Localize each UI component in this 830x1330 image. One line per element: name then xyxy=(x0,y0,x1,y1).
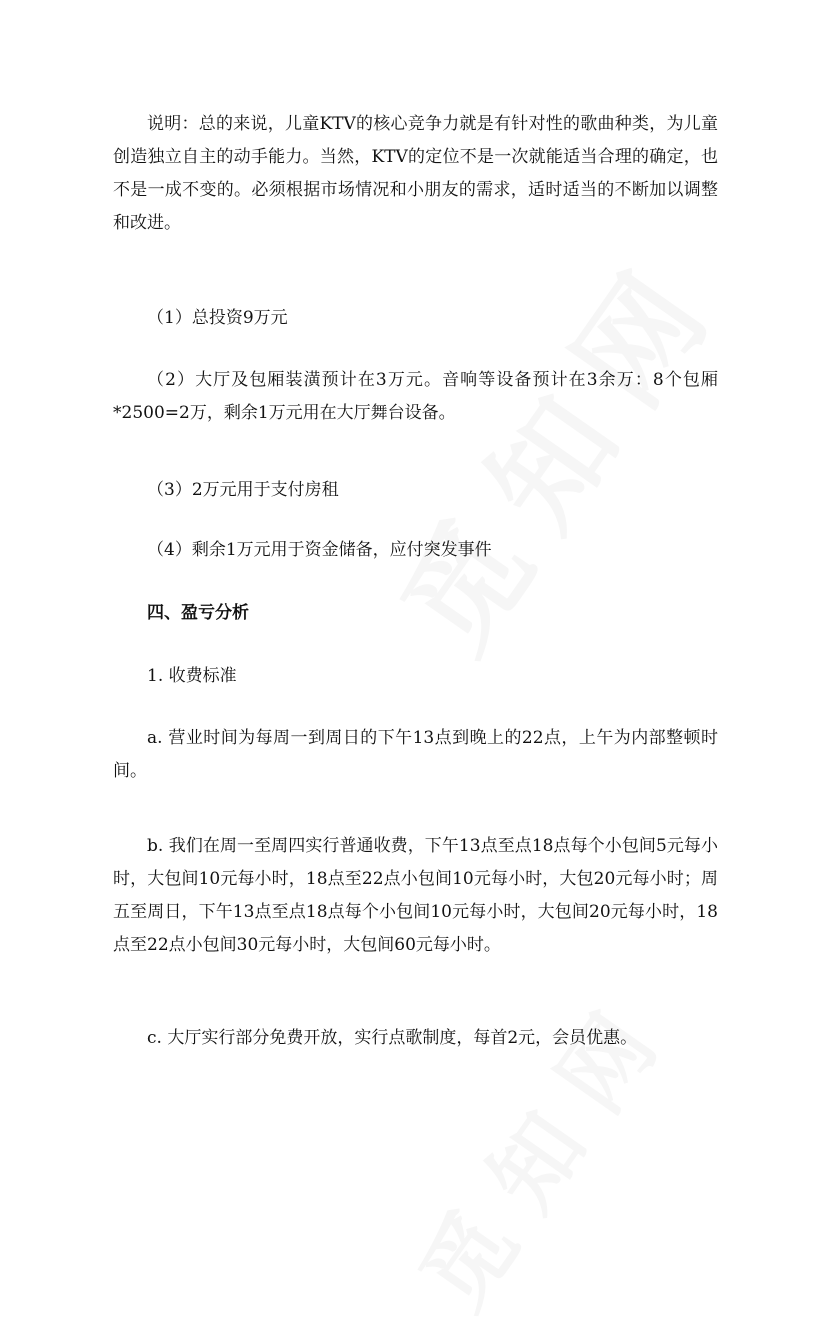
summary-paragraph: 说明：总的来说，儿童KTV的核心竞争力就是有针对性的歌曲种类，为儿童创造独立自主的动手能力。当然，KTV的定位不是一次就能适当合理的确定，也不是一成不变的。必须根据市场情况和小朋友的需求，适时适当的不断加以调整和改进。 xyxy=(113,114,718,233)
section-heading: 四、盈亏分析 xyxy=(147,603,249,623)
fee-item-b: b. 我们在周一至周四实行普通收费，下午13点至点18点每个小包间5元每小时，大包间10元每小时，18点至22点小包间10元每小时，大包20元每小时；周五至周日，下午13点至点18点每个小包间10元每小时，大包间20元每小时，18点至22点小包间30元每小时，大包间60元每小时。 xyxy=(113,836,718,955)
investment-item-2: （2）大厅及包厢装潢预计在3万元。音响等设备预计在3余万：8个包厢*2500=2万，剩余1万元用在大厅舞台设备。 xyxy=(113,370,718,423)
fee-item-a: a. 营业时间为每周一到周日的下午13点到晚上的22点，上午为内部整顿时间。 xyxy=(113,728,718,781)
fee-item-c: c. 大厅实行部分免费开放，实行点歌制度，每首2元，会员优惠。 xyxy=(147,1028,638,1048)
investment-item-1: （1）总投资9万元 xyxy=(147,308,288,328)
fee-standard-title: 1. 收费标准 xyxy=(147,666,237,686)
investment-item-3: （3）2万元用于支付房租 xyxy=(147,480,339,500)
investment-item-4: （4）剩余1万元用于资金储备，应付突发事件 xyxy=(147,540,492,560)
